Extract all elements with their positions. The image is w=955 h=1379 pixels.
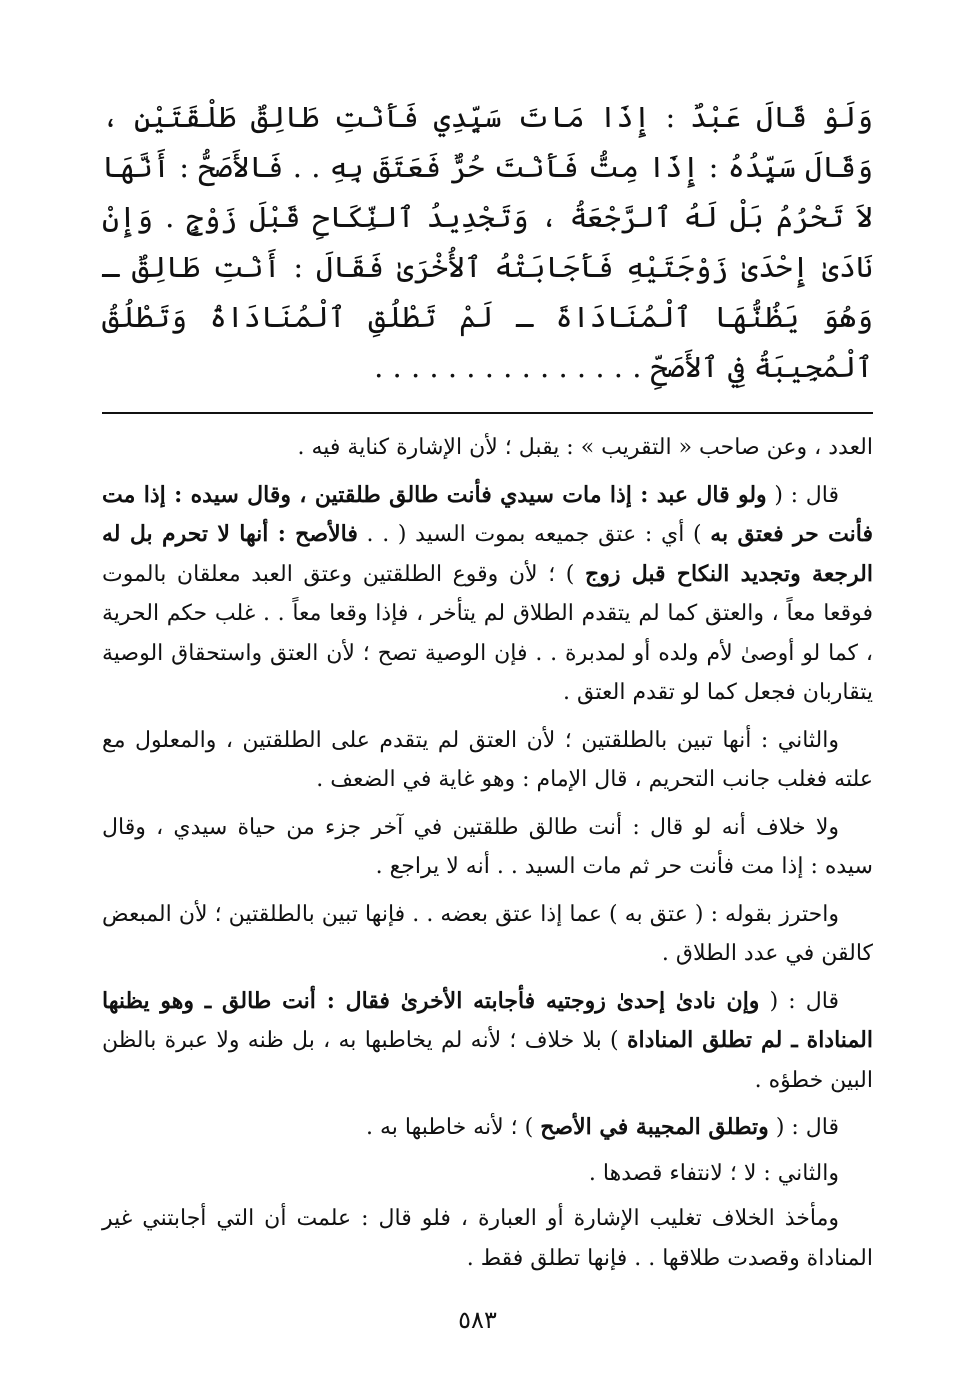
commentary-paragraph-2: قال : ( ولو قال عبد : إذا مات سيدي فأنت طالق طلقتين ، وقال سيده : إذا مت فأنت حر فعتق به ) أي : عتق جميعه بموت السيد ( . . فالأصح : أنها لا تحرم بل له الرجعة وتجديد النكاح قبل زوج ) ؛ لأن وقوع الطلقتين وعتق العبد معلقان بالموت فوقعا معاً ، والعتق كما لم يتقدم الطلاق لم يتأخر ، فإذا وقعا معاً . . غلب حكم الحرية ، كما لو أوصىٰ لأم ولده أو لمدبرة . . فإن الوصية تصح ؛ لأن العتق واستحقاق الوصية يتقاربان فجعل كما لو تقدم العتق . [102, 481, 874, 705]
commentary-paragraph-9: ومأخذ الخلاف تغليب الإشارة أو العبارة ، فلو قال : علمت أن التي أجابتني غير المناداة وقصدت طلاقها . . فإنها تطلق فقط . [102, 1206, 873, 1271]
quoted-matn: وتطلق المجيبة في الأصح [540, 1114, 769, 1140]
separator-line [102, 412, 873, 414]
matn-line-4: ٱلْمُنَادَاةَ ـ لَمْ تَطْلُقِ ٱلْمُنَادَاةُ وَتَطْلُقُ ٱلْمُجِيبَةُ فِي ٱلأَصَحِّ . . . . . . . . . . . . . . . [102, 300, 873, 384]
quoted-matn: فالأصح : أنها لا تحرم بل له الرجعة وتجديد النكاح قبل زوج [102, 521, 873, 587]
matn-line-2: حُرٌّ فَعَتَقَ بِهِ . . فَالأَصَحُّ : أَنَّهَا لاَ تَحْرُمُ بَلْ لَهُ ٱلرَّجْعَةُ ، وَتَجْدِيدُ ٱلنِّكَاحِ قَبْلَ [102, 150, 874, 234]
commentary-paragraph-1: العدد ، وعن صاحب « التقريب » : يقبل ؛ لأن الإشارة كناية فيه . [297, 435, 873, 460]
matn-line-3: زَوْجٍ . وَإِنْ نَادَىٰ إِحْدَىٰ زَوْجَتَيْهِ فَأَجَابَتْهُ ٱلأُخْرَىٰ فَقَالَ : أَنْتِ طَالِقٌ ـ وَهُوَ يَظُنُّهَا [102, 200, 874, 334]
page-number: ٥٨٣ [458, 1306, 497, 1334]
commentary-paragraph-5: واحترز بقوله : ( عتق به ) عما إذا عتق بعضه . . فإنها تبين بالطلقتين ؛ لأن المبعض كالقن في عدد الطلاق . [102, 901, 873, 966]
commentary-paragraph-3: والثاني : أنها تبين بالطلقتين ؛ لأن العتق لم يتقدم على الطلقتين ، والمعلول مع علته فغلب جانب التحريم ، قال الإمام : وهو غاية في الضعف . [102, 727, 873, 792]
commentary-paragraph-8: والثاني : لا ؛ لانتفاء قصدها . [588, 1160, 839, 1186]
quoted-matn: ولو قال عبد : إذا مات سيدي فأنت طالق طلقتين ، وقال سيده : إذا مت فأنت حر فعتق به [102, 481, 874, 547]
matn-text [102, 92, 873, 392]
commentary-paragraph-6: قال : ( وإن نادىٰ إحدىٰ زوجتيه فأجابته الأخرىٰ فقال : أنت طالق ـ وهو يظنها المناداة ـ لم تطلق المناداة ) بلا خلاف ؛ لأنه لم يخاطبها به ، بل ظنه ولا عبرة بالظن البين خطؤه . [102, 987, 873, 1093]
matn-line-1: وَلَوْ قَالَ عَبْدٌ : إِذَا مَاتَ سَيِّدِي فَأَنْتِ طَالِقٌ طَلْقَتَيْنِ ، وَقَالَ سَيِّدُهُ : إِذَا مِتُّ فَأَنْتَ [102, 100, 874, 184]
quoted-matn: وإن نادىٰ إحدىٰ زوجتيه فأجابته الأخرىٰ فقال : أنت طالق ـ وهو يظنها المناداة ـ لم تطلق المناداة [102, 987, 873, 1053]
commentary-paragraph-7: قال : ( وتطلق المجيبة في الأصح ) ؛ لأنه خاطبها به . [365, 1114, 839, 1140]
commentary [102, 428, 873, 1278]
commentary-paragraph-4: ولا خلاف أنه لو قال : أنت طالق طلقتين في آخر جزء من حياة سيدي ، وقال سيده : إذا مت فأنت حر ثم مات السيد . . أنه لا يراجع . [102, 814, 873, 879]
